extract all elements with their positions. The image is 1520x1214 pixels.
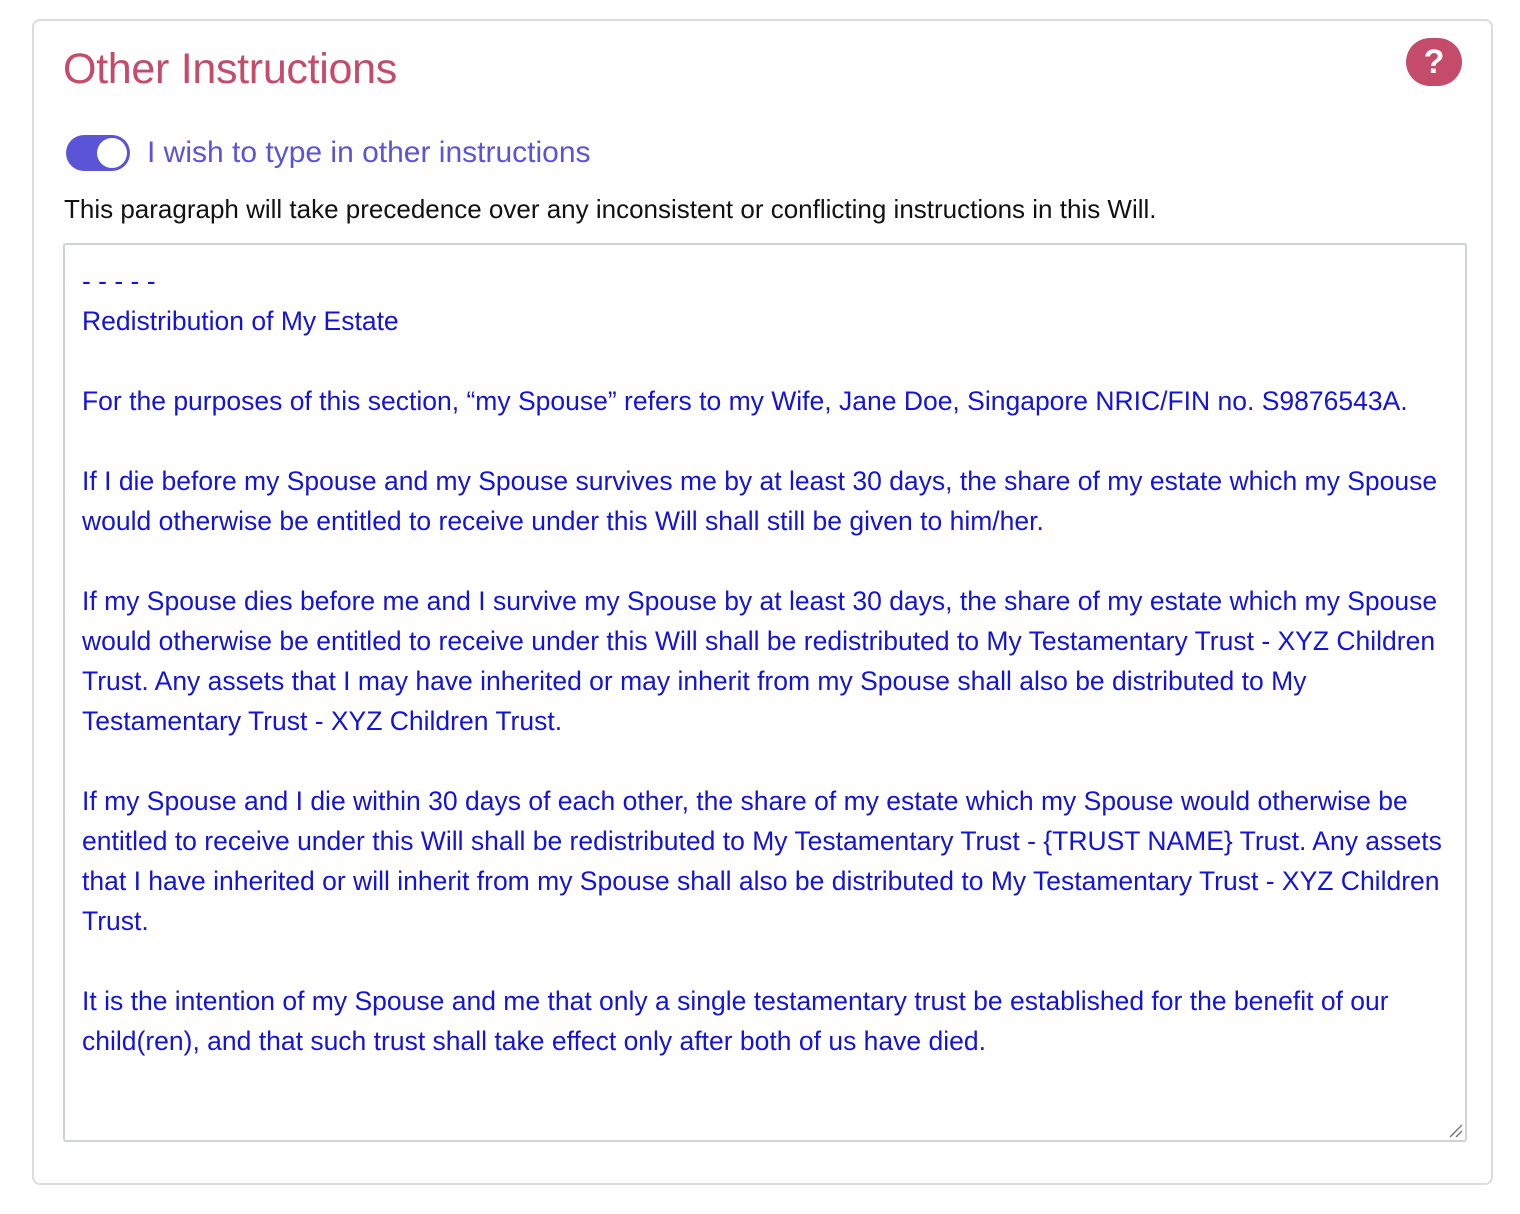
- other-instructions-card: [32, 19, 1493, 1185]
- section-title: Other Instructions: [63, 45, 397, 93]
- toggle-knob: [97, 138, 127, 168]
- resize-handle-icon[interactable]: [1447, 1122, 1463, 1138]
- other-instructions-toggle-row: [66, 133, 591, 173]
- instructions-textarea[interactable]: [63, 243, 1467, 1142]
- instructions-text[interactable]: - - - - - Redistribution of My Estate For the purposes of this section, “my Spouse” refers to my Wife, Jane Doe, Singapore NRIC/FIN no. S9876543A. If I die before my Spouse and my Spouse survives me by at least 30 days, the share of my estate which my Spouse would otherwise be entitled to receive under this Will shall still be given to him/her. If my Spouse dies before me and I survive my Spouse by at least 30 days, the share of my estate which my Spouse would otherwise be entitled to receive under this Will shall be redistributed to My Testamentary Trust - XYZ Children Trust. Any assets that I may have inherited or may inherit from my Spouse shall also be distributed to My Testamentary Trust - XYZ Children Trust. If my Spouse and I die within 30 days of each other, the share of my estate which my Spouse would otherwise be entitled to receive under this Will shall be redistributed to My Testamentary Trust - {TRUST NAME} Trust. Any assets that I have inherited or will inherit from my Spouse shall also be distributed to My Testamentary Trust - XYZ Children Trust. It is the intention of my Spouse and me that only a single testamentary trust be established for the benefit of our child(ren), and that such trust shall take effect only after both of us have died.: [82, 266, 1442, 1056]
- toggle-label[interactable]: I wish to type in other instructions: [147, 136, 591, 169]
- help-icon[interactable]: ?: [1406, 38, 1462, 86]
- other-instructions-toggle[interactable]: [66, 135, 130, 171]
- precedence-note: This paragraph will take precedence over any inconsistent or conflicting instructions in this Will.: [64, 194, 1157, 224]
